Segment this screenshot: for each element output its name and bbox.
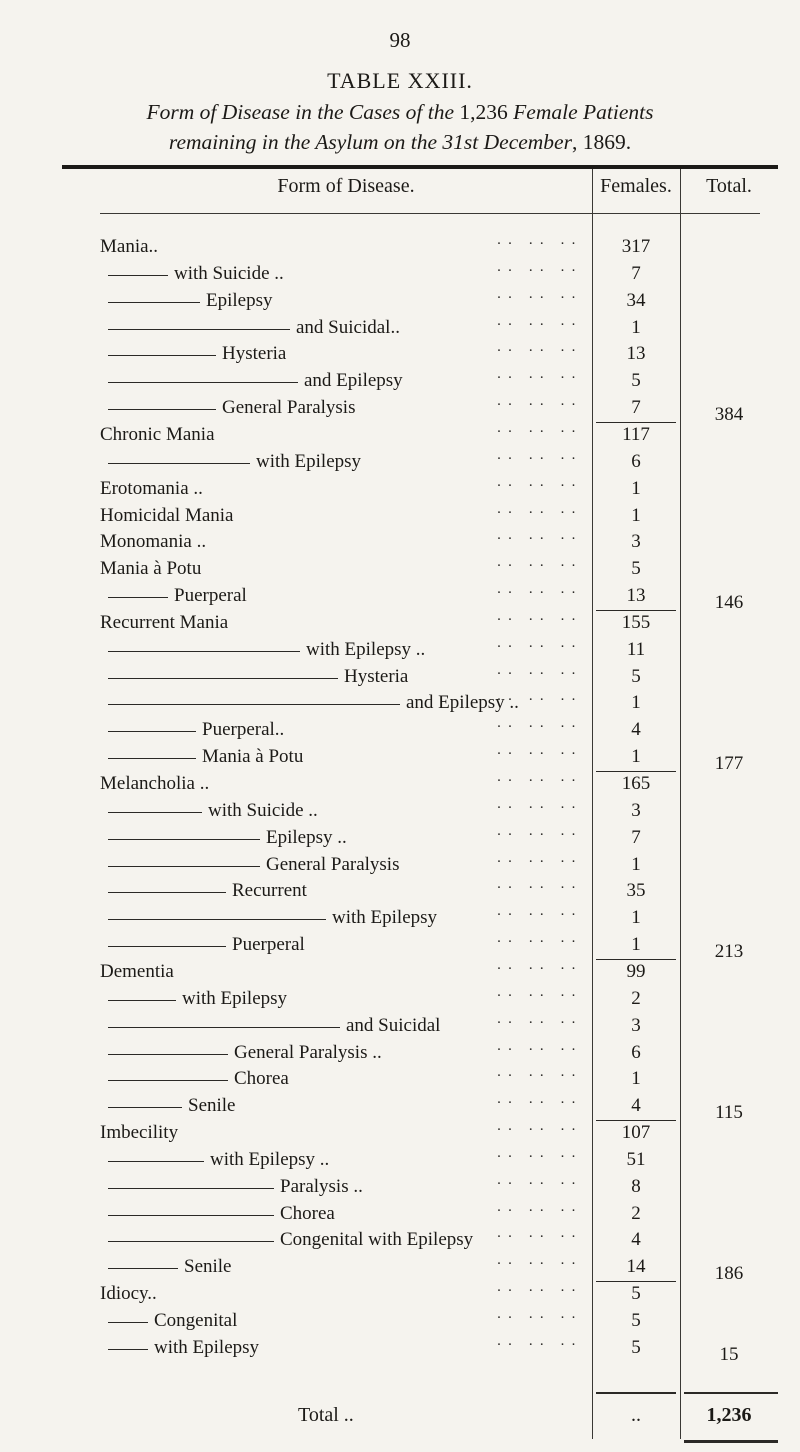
caption-part: Form of Disease in the Cases of the [146,100,460,124]
leader-dots: ·· ·· ·· [496,853,582,870]
disease-label: Mania à Potu [100,558,202,580]
leader-dots: ·· ·· ·· [496,880,582,897]
disease-label: Recurrent Mania [100,611,229,633]
females-count: 5 [631,1310,641,1331]
disease-label: with Epilepsy [332,907,438,929]
females-count: 3 [631,1014,641,1036]
header-females: Females. [600,175,672,197]
ditto-dash [108,1349,148,1350]
group-total: 115 [715,1102,743,1124]
disease-label: with Epilepsy [256,450,362,472]
leader-dots: ·· ·· ·· [496,907,582,924]
disease-label: Homicidal Mania [100,504,234,526]
leader-dots: ·· ·· ·· [496,1122,582,1139]
females-count: 11 [626,638,646,660]
disease-label: Melancholia .. [100,773,210,794]
females-count: 7 [631,826,641,848]
caption-number: 1,236 [459,100,508,124]
table-row [0,961,800,987]
leader-dots: ·· ·· ·· [496,1229,582,1246]
bottom-rule-females [596,1392,676,1394]
leader-dots: ·· ·· ·· [496,826,582,843]
ditto-dash [108,678,338,679]
table-row [0,1068,800,1094]
females-count: 34 [626,289,646,311]
ditto-dash [108,1188,274,1189]
leader-dots: ·· ·· ·· [496,1068,582,1085]
ditto-dash [108,731,196,732]
females-count: 7 [631,262,641,284]
disease-label: Chronic Mania [100,423,215,445]
females-count: 1 [631,692,641,714]
caption-line-2 [0,130,800,155]
leader-dots: ·· ·· ·· [496,504,582,521]
disease-label: and Epilepsy [304,370,403,392]
leader-dots: ·· ·· ·· [496,1175,582,1192]
table-row [0,1149,800,1175]
females-count: 51 [626,1148,646,1170]
ditto-dash [108,651,300,652]
page-number: 98 [389,28,411,52]
disease-label: Epilepsy .. [266,826,347,848]
females-count: 117 [622,423,650,445]
ditto-dash [108,409,216,410]
group-total: 146 [714,591,744,613]
caption-part: December [478,130,572,154]
disease-label: Congenital [154,1310,238,1331]
table-row [0,370,800,396]
females-count: 155 [621,611,651,633]
total-label: Total .. [298,1404,354,1426]
disease-label: General Paralysis .. [234,1041,382,1063]
table-row [0,236,800,262]
ditto-dash [108,704,400,705]
ditto-dash [108,812,202,813]
leader-dots: ·· ·· ·· [496,746,582,763]
disease-label: and Epilepsy .. [406,692,519,714]
leader-dots: ·· ·· ·· [496,799,582,816]
ditto-dash [108,892,226,893]
ditto-dash [108,1215,274,1216]
ditto-dash [108,1080,228,1081]
leader-dots: ·· ·· ·· [496,611,582,628]
table-row [0,1310,800,1336]
females-count: 4 [631,1095,641,1117]
females-count: 14 [626,1256,646,1278]
females-count: 5 [631,665,641,687]
total-row [0,1404,800,1432]
leader-dots: ·· ·· ·· [496,934,582,951]
ditto-dash [108,275,168,276]
ditto-dash [108,946,226,947]
females-count: 317 [621,236,651,257]
table-row [0,612,800,638]
females-count: 6 [631,450,641,472]
caption-line-1 [0,100,800,125]
disease-label: Monomania .. [100,531,207,553]
table-row [0,343,800,369]
females-count: 5 [631,1336,641,1358]
table-row [0,478,800,504]
females-count: 4 [631,719,641,741]
total-females: .. [631,1404,641,1426]
disease-label: General Paralysis [266,853,400,875]
leader-dots: ·· ·· ·· [496,1256,582,1273]
leader-dots: ·· ·· ·· [496,1148,582,1165]
leader-dots: ·· ·· ·· [496,558,582,575]
females-count: 99 [626,960,646,982]
group-rule [596,771,676,772]
table-row [0,854,800,880]
disease-label: Chorea [280,1202,335,1224]
leader-dots: ·· ·· ·· [496,477,582,494]
table-row [0,424,800,450]
ditto-dash [108,329,290,330]
group-total: 186 [714,1263,744,1285]
disease-label: Congenital with Epilepsy [280,1229,474,1251]
ditto-dash [108,1322,148,1323]
ditto-dash [108,302,200,303]
disease-label: Chorea [234,1068,289,1090]
end-rule [684,1440,778,1443]
leader-dots: ·· ·· ·· [496,1014,582,1031]
leader-dots: ·· ·· ·· [496,585,582,602]
leader-dots: ·· ·· ·· [496,692,582,709]
table-row [0,531,800,557]
ditto-dash [108,758,196,759]
disease-label: Senile [184,1256,232,1278]
females-count: 1 [631,907,641,929]
header-rule [100,213,760,214]
females-count: 35 [626,880,646,902]
disease-label: with Suicide .. [208,799,318,821]
females-count: 4 [631,1229,641,1251]
disease-label: Mania.. [100,236,159,257]
group-rule [596,422,676,423]
females-count: 1 [631,316,641,338]
ditto-dash [108,1268,178,1269]
leader-dots: ·· ·· ·· [496,1202,582,1219]
ditto-dash [108,355,216,356]
caption-year: , 1869. [571,130,632,154]
group-total: 213 [714,940,744,962]
disease-label: Hysteria [344,665,409,687]
females-count: 13 [626,585,646,607]
table-title: TABLE XXIII. [327,68,473,93]
disease-label: Imbecility [100,1122,179,1144]
leader-dots: ·· ·· ·· [496,1336,582,1353]
females-count: 5 [631,370,641,392]
leader-dots: ·· ·· ·· [496,343,582,360]
females-count: 1 [631,1068,641,1090]
leader-dots: ·· ·· ·· [496,1310,582,1326]
leader-dots: ·· ·· ·· [496,1283,582,1300]
leader-dots: ·· ·· ·· [496,773,582,789]
leader-dots: ·· ·· ·· [496,719,582,736]
group-rule [596,1120,676,1121]
leader-dots: ·· ·· ·· [496,262,582,279]
table-row [0,1283,800,1309]
top-rule [62,165,778,169]
ditto-dash [108,1241,274,1242]
females-count: 1 [631,746,641,768]
caption-part: remaining in the Asylum on the [168,130,443,154]
females-count: 8 [631,1175,641,1197]
disease-label: General Paralysis [222,397,356,419]
disease-label: Dementia [100,960,174,982]
table-row [0,692,800,718]
group-total: 177 [714,753,744,774]
ditto-dash [108,463,250,464]
group-total: 384 [714,403,744,425]
disease-label: with Suicide .. [174,262,284,284]
leader-dots: ·· ·· ·· [496,423,582,440]
females-count: 7 [631,397,641,419]
females-count: 5 [631,1283,641,1305]
leader-dots: ·· ·· ·· [496,638,582,655]
table-row [0,1229,800,1255]
leader-dots: ·· ·· ·· [496,531,582,548]
females-count: 6 [631,1041,641,1063]
disease-label: and Suicidal.. [296,316,400,338]
leader-dots: ·· ·· ·· [496,987,582,1004]
leader-dots: ·· ·· ·· [496,397,582,414]
ditto-dash [108,382,298,383]
females-count: 13 [626,343,646,365]
leader-dots: ·· ·· ·· [496,450,582,467]
disease-label: with Epilepsy [182,987,288,1009]
females-count: 3 [631,799,641,821]
females-count: 2 [631,1202,641,1224]
table-row [0,719,800,745]
grand-total: 1,236 [706,1404,752,1426]
disease-label: Puerperal.. [202,719,285,741]
group-total: 15 [719,1343,739,1365]
table-row [0,505,800,531]
females-count: 2 [631,987,641,1009]
ditto-dash [108,1161,204,1162]
table-row [0,263,800,289]
disease-label: Idiocy.. [100,1283,157,1305]
ditto-dash [108,1000,176,1001]
disease-label: Senile [188,1095,236,1117]
ditto-dash [108,1054,228,1055]
disease-label: Hysteria [222,343,287,365]
table-row [0,558,800,584]
leader-dots: ·· ·· ·· [496,665,582,682]
table-row [0,1176,800,1202]
disease-label: Puerperal [174,585,247,607]
ditto-dash [108,866,260,867]
disease-label: Recurrent [232,880,307,902]
table-row [0,880,800,906]
disease-label: and Suicidal [346,1014,441,1036]
disease-label: Epilepsy [206,289,273,311]
disease-label: Paralysis .. [280,1175,363,1197]
table-row [0,1203,800,1229]
females-count: 1 [631,504,641,526]
table-row [0,639,800,665]
table-row [0,800,800,826]
females-count: 165 [621,773,651,794]
females-count: 5 [631,558,641,580]
table-row [0,1122,800,1148]
disease-label: with Epilepsy .. [210,1148,330,1170]
leader-dots: ·· ·· ·· [496,960,582,977]
leader-dots: ·· ·· ·· [496,236,582,252]
group-rule [596,959,676,960]
header-total: Total. [706,175,752,197]
disease-label: Puerperal [232,934,305,956]
females-count: 1 [631,477,641,499]
leader-dots: ·· ·· ·· [496,370,582,387]
ditto-dash [108,919,326,920]
leader-dots: ·· ·· ·· [496,1041,582,1058]
table-row [0,1042,800,1068]
ditto-dash [108,1027,340,1028]
table-row [0,1015,800,1041]
females-count: 1 [631,934,641,956]
group-rule [596,610,676,611]
table-row [0,827,800,853]
table-row [0,290,800,316]
table-row [0,317,800,343]
caption-date: 31st [442,130,479,154]
ditto-dash [108,1107,182,1108]
females-count: 107 [621,1122,651,1144]
leader-dots: ·· ·· ·· [496,1095,582,1112]
ditto-dash [108,597,168,598]
table-row [0,773,800,799]
header-form-of-disease: Form of Disease. [277,175,415,197]
disease-label: Erotomania .. [100,477,203,499]
group-rule [596,1281,676,1282]
leader-dots: ·· ·· ·· [496,289,582,306]
disease-label: with Epilepsy [154,1336,260,1358]
ditto-dash [108,839,260,840]
bottom-rule-total [684,1392,778,1394]
leader-dots: ·· ·· ·· [496,316,582,333]
disease-label: Mania à Potu [202,746,304,768]
disease-label: with Epilepsy .. [306,638,426,660]
females-count: 1 [631,853,641,875]
table-row [0,907,800,933]
females-count: 3 [631,531,641,553]
table-row [0,451,800,477]
table-row [0,666,800,692]
caption-part: Female Patients [507,100,654,124]
table-row [0,988,800,1014]
